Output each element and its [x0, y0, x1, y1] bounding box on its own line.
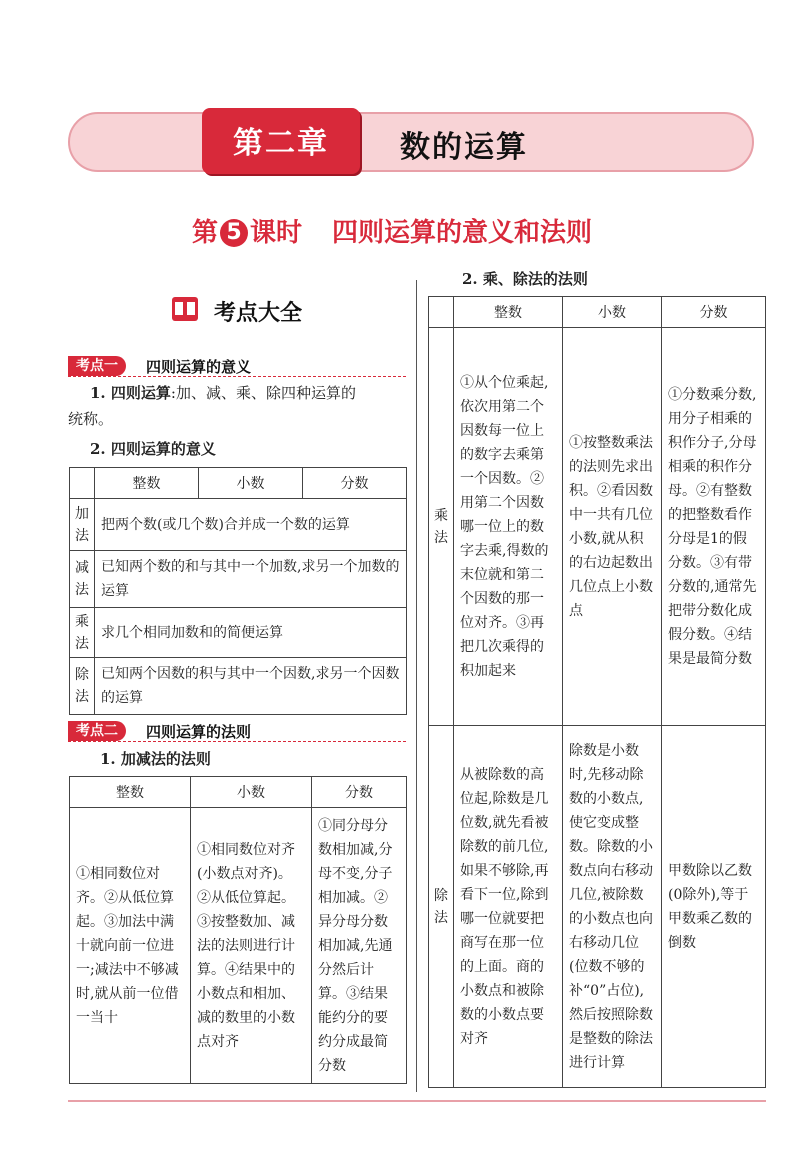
kp2-sub1: 1. 加减法的法则 [100, 750, 211, 768]
kp2-sub2: 2. 乘、除法的法则 [462, 270, 588, 288]
t2-mul-decimal: ①按整数乘法的法则先求出积。②看因数中一共有几位小数,就从积的右边起数出几位点上小数点 [563, 328, 662, 726]
column-divider [416, 280, 417, 1092]
row-label-sub: 减法 [70, 551, 95, 608]
row-text-sub: 已知两个数的和与其中一个加数,求另一个加数的运算 [95, 551, 407, 608]
lesson-title [192, 212, 592, 249]
row-label-mul: 乘法 [70, 608, 95, 658]
t2-header-integer: 整数 [454, 297, 563, 328]
t1-header-integer: 整数 [70, 777, 191, 808]
header-fraction: 分数 [302, 468, 406, 499]
t2-mul-integer: ①从个位乘起,依次用第二个因数每一位上的数字去乘第一个因数。②用第二个因数哪一位上的数字去乘,得数的末位就和第二个因数的那一位对齐。③再把几次乘得的积加起来 [454, 328, 563, 726]
book-icon [172, 297, 198, 321]
row-text-div: 已知两个因数的积与其中一个因数,求另一个因数的运算 [95, 658, 407, 715]
kp1-item1-cont: 统称。 [68, 410, 114, 428]
chapter-title: 数的运算 [400, 130, 528, 165]
t2-mul-fraction: ①分数乘分数,用分子相乘的积作分子,分母相乘的积作分母。②有整数的把整数看作分母是1的假分数。③有带分数的,通常先把带分数化成假分数。④结果是最简分数 [662, 328, 766, 726]
bottom-rule [68, 1100, 766, 1102]
kp1-item1-label: 1. 四则运算 [90, 384, 171, 402]
row-text-mul: 求几个相同加数和的简便运算 [95, 608, 407, 658]
t2-header-decimal: 小数 [563, 297, 662, 328]
t2-div-label: 除法 [429, 726, 454, 1088]
kp2-title: 四则运算的法则 [146, 723, 252, 741]
muldiv-table [428, 296, 766, 1088]
t1-decimal-rule: ①相同数位对齐(小数点对齐)。②从低位算起。③按整数加、减法的法则进行计算。④结果中的小数点和相加、减的数里的小数点对齐 [191, 808, 312, 1084]
header-integer: 整数 [95, 468, 199, 499]
lesson-prefix: 第 [192, 218, 219, 248]
corner-cell [70, 468, 95, 499]
meaning-table [69, 467, 407, 715]
kp1-title: 四则运算的意义 [146, 358, 252, 376]
header-decimal: 小数 [198, 468, 302, 499]
kp1-item1-text-a: :加、减、乘、除四种运算的 [170, 384, 356, 402]
t2-corner-cell [429, 297, 454, 328]
addsub-table [69, 776, 407, 1084]
kp1-item1 [90, 380, 408, 406]
row-label-div: 除法 [70, 658, 95, 715]
t2-mul-label: 乘法 [429, 328, 454, 726]
row-label-add: 加法 [70, 499, 95, 551]
t2-div-decimal: 除数是小数时,先移动除数的小数点,使它变成整数。除数的小数点向右移动几位,被除数的小数点也向右移动几位(位数不够的补“0”占位),然后按照除数是整数的除法进行计算 [563, 726, 662, 1088]
lesson-name: 四则运算的意义和法则 [332, 218, 593, 248]
kp1-item2-title: 2. 四则运算的意义 [90, 440, 216, 458]
t1-integer-rule: ①相同数位对齐。②从低位算起。③加法中满十就向前一位进一;减法中不够减时,就从前一位借一当十 [70, 808, 191, 1084]
t2-div-fraction: 甲数除以乙数(0除外),等于甲数乘乙数的倒数 [662, 726, 766, 1088]
kp1-tag: 考点一 [68, 356, 126, 376]
t2-div-integer: 从被除数的高位起,除数是几位数,就先看被除数的前几位,如果不够除,再看下一位,除到哪一位就要把商写在那一位的上面。商的小数点和被除数的小数点要对齐 [454, 726, 563, 1088]
row-text-add: 把两个数(或几个数)合并成一个数的运算 [95, 499, 407, 551]
t1-header-fraction: 分数 [312, 777, 407, 808]
kp2-tag: 考点二 [68, 721, 126, 741]
t1-header-decimal: 小数 [191, 777, 312, 808]
t1-fraction-rule: ①同分母分数相加减,分母不变,分子相加减。②异分母分数相加减,先通分然后计算。③结果能约分的要约分成最简分数 [312, 808, 407, 1084]
section-title: 考点大全 [214, 301, 303, 326]
chapter-tab-label: 第二章 [233, 126, 329, 161]
lesson-suffix: 课时 [250, 218, 303, 248]
t2-header-fraction: 分数 [662, 297, 766, 328]
lesson-number: 5 [220, 219, 248, 247]
